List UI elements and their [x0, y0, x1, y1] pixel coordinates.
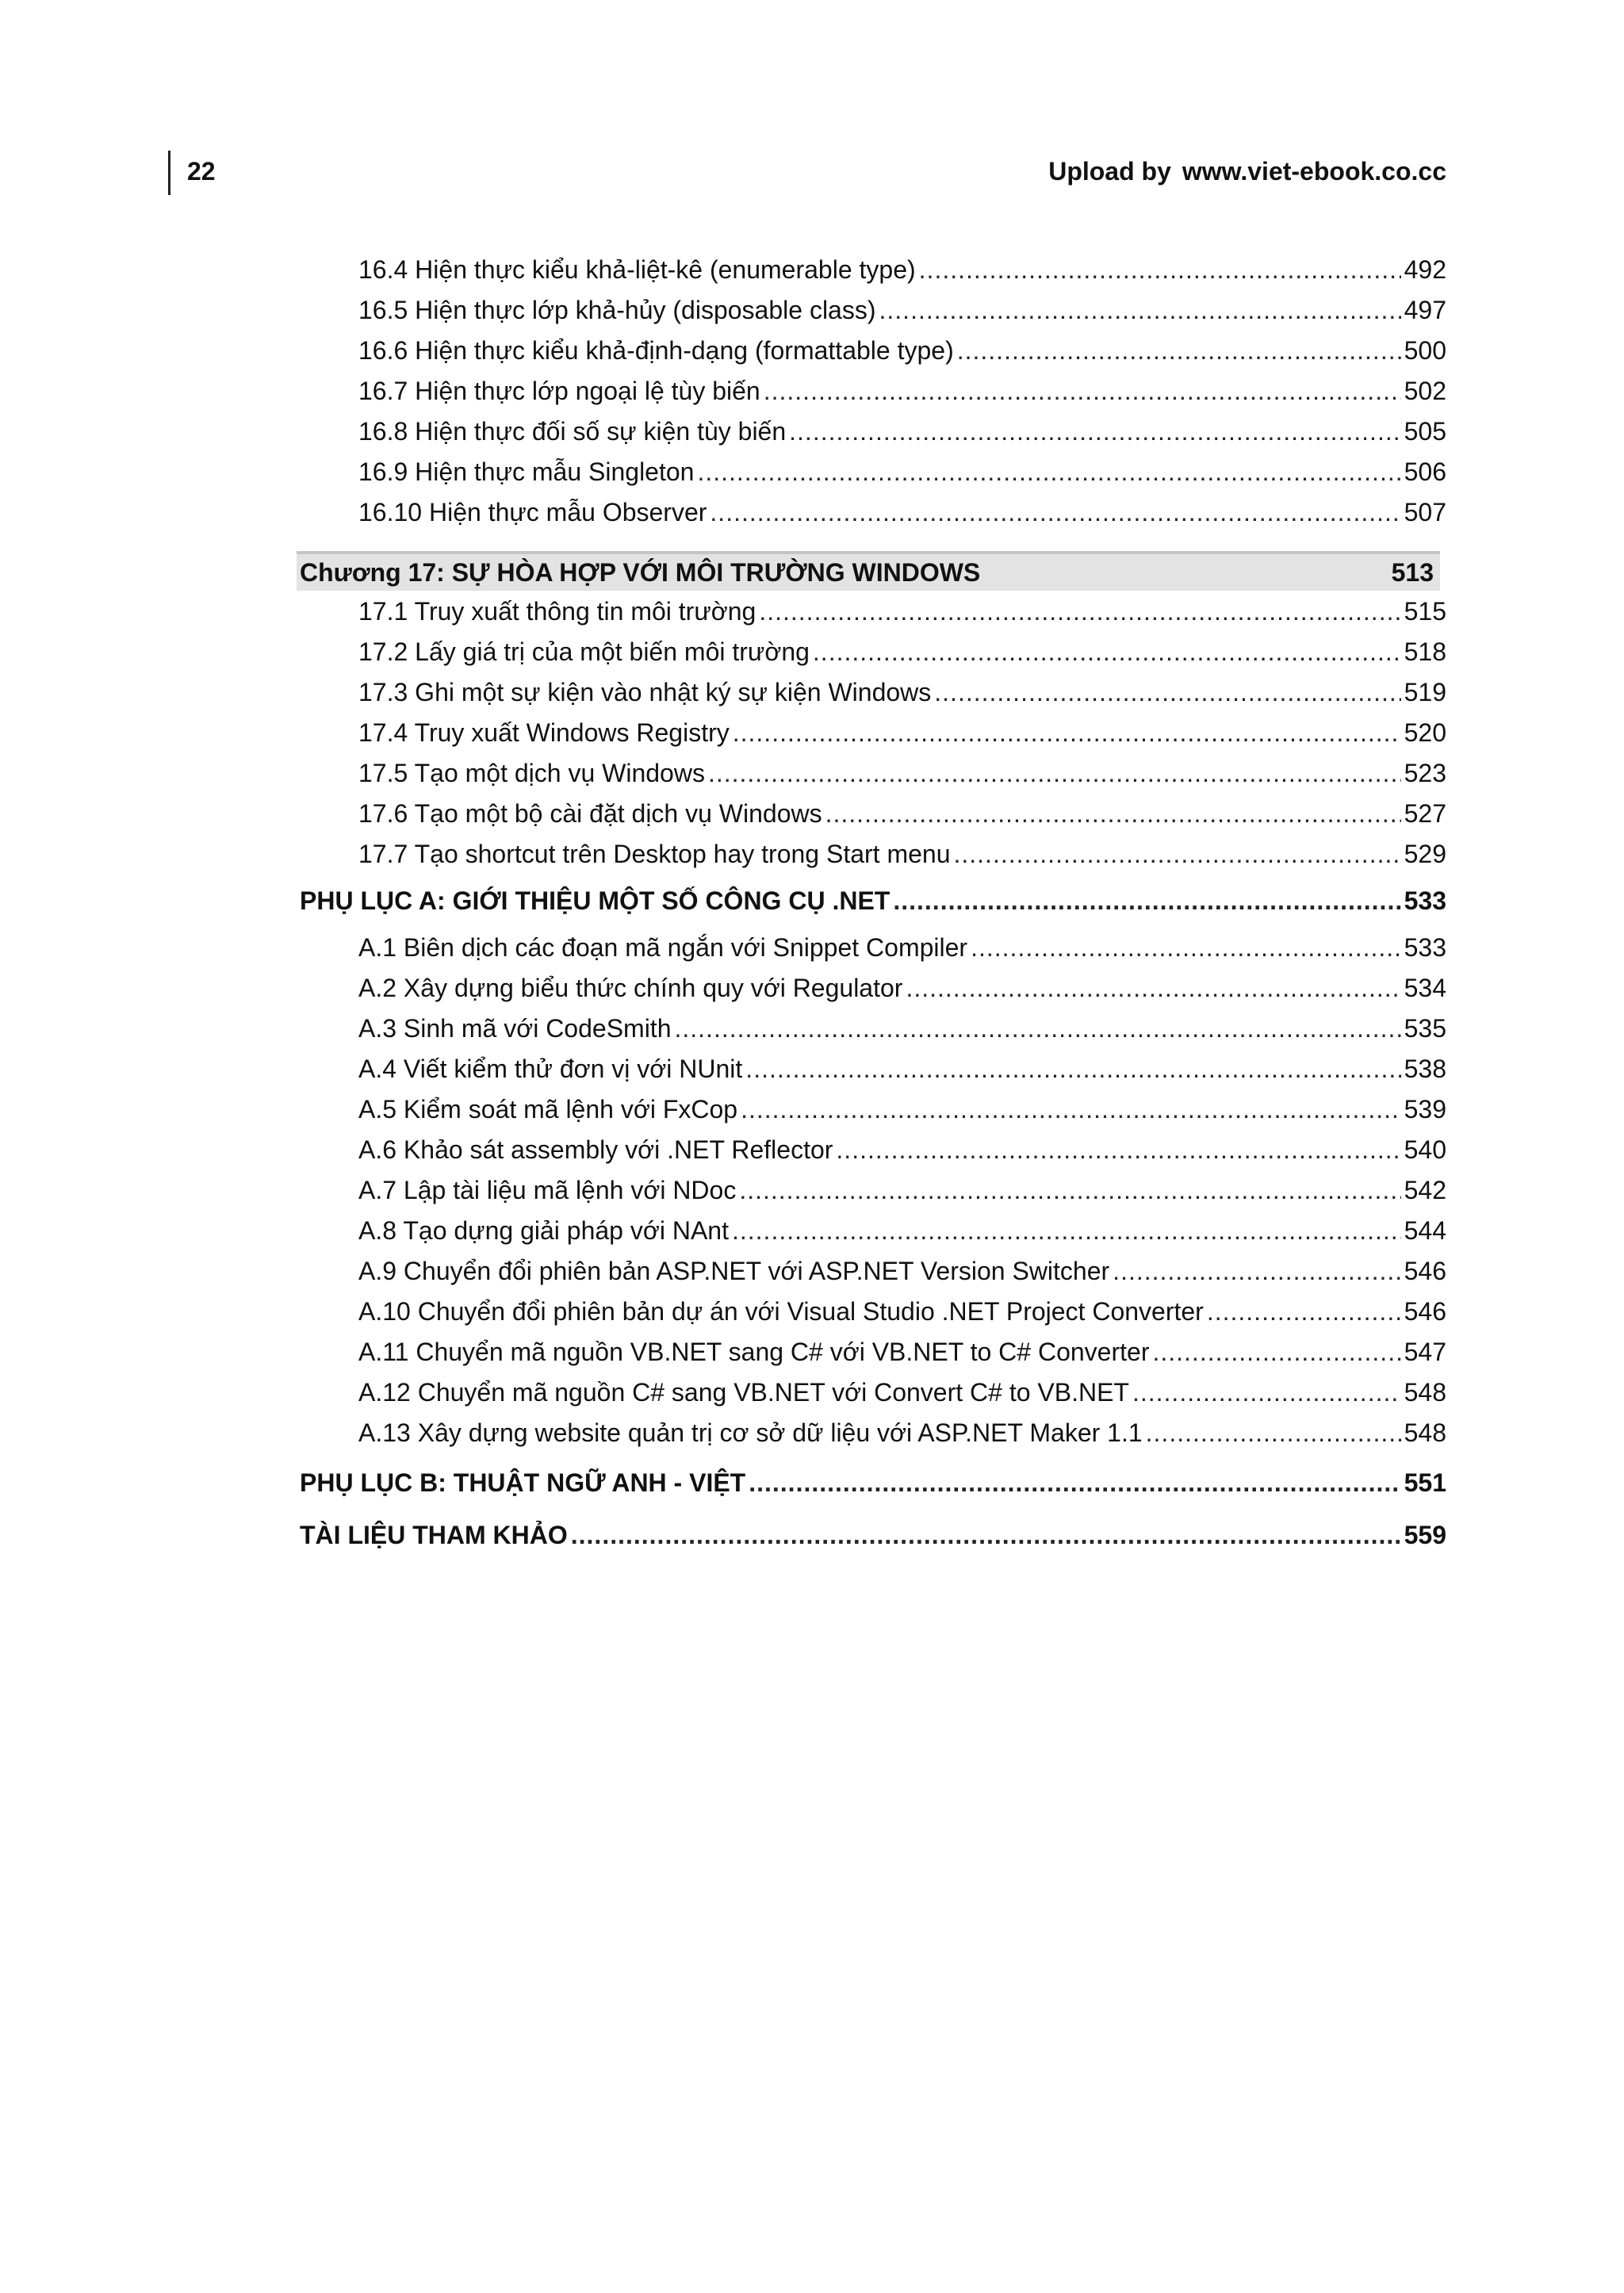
toc-entry-a-1[interactable]	[300, 933, 1446, 974]
toc-entry-page: 544	[1404, 1216, 1446, 1245]
dot-leader	[1132, 1378, 1401, 1407]
toc-entry-a-7[interactable]	[300, 1176, 1446, 1216]
toc-entry-page: 546	[1404, 1297, 1446, 1326]
toc-entry-page: 506	[1404, 457, 1446, 486]
header-rule	[168, 151, 170, 195]
upload-label: Upload by	[1048, 157, 1171, 186]
toc-entry-a-9[interactable]	[300, 1257, 1446, 1297]
toc-entry-16-7[interactable]	[300, 377, 1446, 417]
toc-entry-title: A.3 Sinh mã với CodeSmith	[358, 1014, 672, 1043]
toc-entry-17-4[interactable]	[300, 718, 1446, 759]
toc-references[interactable]	[300, 1521, 1446, 1561]
upload-site: www.viet-ebook.co.cc	[1182, 157, 1446, 186]
toc-entry-page: 505	[1404, 417, 1446, 446]
toc-entry-title: 17.6 Tạo một bộ cài đặt dịch vụ Windows	[358, 799, 822, 828]
toc-entry-page: 529	[1404, 840, 1446, 868]
dot-leader	[708, 759, 1401, 788]
toc-entry-page: 523	[1404, 759, 1446, 787]
toc-entry-title: A.7 Lập tài liệu mã lệnh với NDoc	[358, 1176, 737, 1204]
toc-entry-a-3[interactable]	[300, 1014, 1446, 1055]
toc-entry-page: 538	[1404, 1055, 1446, 1083]
toc-entry-page: 547	[1404, 1338, 1446, 1366]
toc-chapter-page: 513	[1391, 557, 1434, 587]
toc-entry-title: A.13 Xây dựng website quản trị cơ sở dữ liệu với ASP.NET Maker 1.1	[358, 1418, 1143, 1447]
toc-entry-a-10[interactable]	[300, 1297, 1446, 1338]
dot-leader	[953, 840, 1400, 869]
toc-entry-17-1[interactable]	[300, 597, 1446, 637]
toc-entry-title: A.4 Viết kiểm thử đơn vị với NUnit	[358, 1055, 743, 1083]
toc-entry-16-8[interactable]	[300, 417, 1446, 457]
dot-leader	[745, 1055, 1400, 1084]
toc-entry-page: 539	[1404, 1095, 1446, 1124]
toc-section-title: PHỤ LỤC A: GIỚI THIỆU MỘT SỐ CÔNG CỤ .NET	[300, 886, 891, 915]
upload-credit	[1048, 157, 1446, 186]
dot-leader	[893, 886, 1400, 916]
toc-entry-title: A.8 Tạo dựng giải pháp với NAnt	[358, 1216, 729, 1245]
dot-leader	[825, 799, 1401, 829]
dot-leader	[739, 1176, 1400, 1205]
toc-entry-a-2[interactable]	[300, 974, 1446, 1014]
toc-entry-page: 527	[1404, 799, 1446, 828]
dot-leader	[957, 336, 1401, 366]
dot-leader	[906, 974, 1400, 1003]
toc-entry-page: 519	[1404, 678, 1446, 706]
toc-entry-17-7[interactable]	[300, 840, 1446, 880]
toc-entry-a-8[interactable]	[300, 1216, 1446, 1257]
toc-entry-page: 542	[1404, 1176, 1446, 1204]
toc-section-page: 559	[1404, 1521, 1446, 1549]
toc-entry-17-2[interactable]	[300, 637, 1446, 678]
toc-entry-page: 535	[1404, 1014, 1446, 1043]
dot-leader	[697, 457, 1400, 487]
dot-leader	[919, 255, 1401, 285]
toc-entry-16-6[interactable]	[300, 336, 1446, 377]
toc-chapter-title: Chương 17: SỰ HÒA HỢP VỚI MÔI TRƯỜNG WINDOWS	[300, 557, 981, 587]
dot-leader	[764, 377, 1401, 406]
table-of-contents	[300, 255, 1446, 1561]
dot-leader	[571, 1521, 1401, 1550]
toc-entry-a-12[interactable]	[300, 1378, 1446, 1418]
toc-entry-page: 548	[1404, 1418, 1446, 1447]
toc-entry-page: 546	[1404, 1257, 1446, 1285]
toc-entry-page: 502	[1404, 377, 1446, 405]
dot-leader	[1113, 1257, 1400, 1286]
toc-entry-17-6[interactable]	[300, 799, 1446, 840]
toc-section-title: PHỤ LỤC B: THUẬT NGỮ ANH - VIỆT	[300, 1468, 746, 1497]
toc-entry-page: 548	[1404, 1378, 1446, 1407]
toc-entry-title: 17.4 Truy xuất Windows Registry	[358, 718, 730, 747]
toc-entry-page: 520	[1404, 718, 1446, 747]
toc-entry-title: A.1 Biên dịch các đoạn mã ngắn với Snippet Compiler	[358, 933, 968, 962]
toc-appendix-a[interactable]	[300, 886, 1446, 927]
toc-entry-page: 518	[1404, 637, 1446, 666]
toc-entry-page: 534	[1404, 974, 1446, 1002]
toc-entry-page: 515	[1404, 597, 1446, 626]
toc-appendix-b[interactable]	[300, 1468, 1446, 1521]
dot-leader	[733, 718, 1401, 748]
toc-entry-16-4[interactable]	[300, 255, 1446, 296]
toc-entry-title: 17.3 Ghi một sự kiện vào nhật ký sự kiện Windows	[358, 678, 932, 706]
toc-entry-page: 497	[1404, 296, 1446, 324]
toc-entry-page: 507	[1404, 498, 1446, 526]
dot-leader	[1146, 1418, 1401, 1448]
toc-section-page: 533	[1404, 886, 1446, 915]
toc-entry-title: 16.4 Hiện thực kiểu khả-liệt-kê (enumerable type)	[358, 255, 916, 284]
dot-leader	[1207, 1297, 1401, 1326]
toc-entry-title: 16.10 Hiện thực mẫu Observer	[358, 498, 707, 526]
toc-chapter-17[interactable]	[297, 551, 1440, 591]
dot-leader	[1152, 1338, 1400, 1367]
toc-entry-page: 500	[1404, 336, 1446, 365]
toc-entry-page: 540	[1404, 1135, 1446, 1164]
dot-leader	[710, 498, 1400, 527]
toc-entry-title: 16.8 Hiện thực đối số sự kiện tùy biến	[358, 417, 787, 446]
dot-leader	[813, 637, 1401, 667]
toc-entry-17-5[interactable]	[300, 759, 1446, 799]
toc-entry-a-13[interactable]	[300, 1418, 1446, 1459]
toc-entry-a-6[interactable]	[300, 1135, 1446, 1176]
dot-leader	[836, 1135, 1400, 1165]
dot-leader	[674, 1014, 1400, 1043]
toc-entry-16-10[interactable]	[300, 498, 1446, 538]
toc-entry-page: 492	[1404, 255, 1446, 284]
toc-entry-title: A.12 Chuyển mã nguồn C# sang VB.NET với Convert C# to VB.NET	[358, 1378, 1129, 1407]
toc-entry-title: 17.5 Tạo một dịch vụ Windows	[358, 759, 705, 787]
toc-entry-a-5[interactable]	[300, 1095, 1446, 1135]
toc-entry-title: A.9 Chuyển đổi phiên bản ASP.NET với ASP.NET Version Switcher	[358, 1257, 1110, 1285]
toc-entry-title: 17.1 Truy xuất thông tin môi trường	[358, 597, 756, 626]
dot-leader	[732, 1216, 1401, 1246]
toc-entry-title: 17.7 Tạo shortcut trên Desktop hay trong Start menu	[358, 840, 951, 868]
toc-entry-title: 16.9 Hiện thực mẫu Singleton	[358, 457, 695, 486]
toc-entry-title: A.10 Chuyển đổi phiên bản dự án với Visual Studio .NET Project Converter	[358, 1297, 1204, 1326]
page-number: 22	[187, 157, 216, 186]
toc-entry-title: 17.2 Lấy giá trị của một biến môi trường	[358, 637, 810, 666]
toc-entry-title: A.6 Khảo sát assembly với .NET Reflector	[358, 1135, 833, 1164]
page-header	[168, 151, 1446, 195]
toc-entry-title: 16.5 Hiện thực lớp khả-hủy (disposable class)	[358, 296, 876, 324]
toc-entry-17-3[interactable]	[300, 678, 1446, 718]
toc-entry-a-4[interactable]	[300, 1055, 1446, 1095]
dot-leader	[879, 296, 1401, 325]
toc-entry-page: 533	[1404, 933, 1446, 962]
toc-section-title: TÀI LIỆU THAM KHẢO	[300, 1521, 568, 1549]
toc-entry-16-5[interactable]	[300, 296, 1446, 336]
toc-entry-title: 16.6 Hiện thực kiểu khả-định-dạng (formattable type)	[358, 336, 954, 365]
dot-leader	[789, 417, 1400, 446]
dot-leader	[741, 1095, 1401, 1124]
toc-entry-16-9[interactable]	[300, 457, 1446, 498]
dot-leader	[759, 597, 1400, 626]
dot-leader	[934, 678, 1400, 707]
toc-section-page: 551	[1404, 1468, 1446, 1497]
dot-leader	[971, 933, 1401, 963]
toc-entry-title: A.11 Chuyển mã nguồn VB.NET sang C# với VB.NET to C# Converter	[358, 1338, 1150, 1366]
toc-entry-title: 16.7 Hiện thực lớp ngoại lệ tùy biến	[358, 377, 760, 405]
dot-leader	[749, 1468, 1400, 1498]
toc-entry-title: A.2 Xây dựng biểu thức chính quy với Regulator	[358, 974, 903, 1002]
toc-entry-a-11[interactable]	[300, 1338, 1446, 1378]
toc-entry-title: A.5 Kiểm soát mã lệnh với FxCop	[358, 1095, 738, 1124]
